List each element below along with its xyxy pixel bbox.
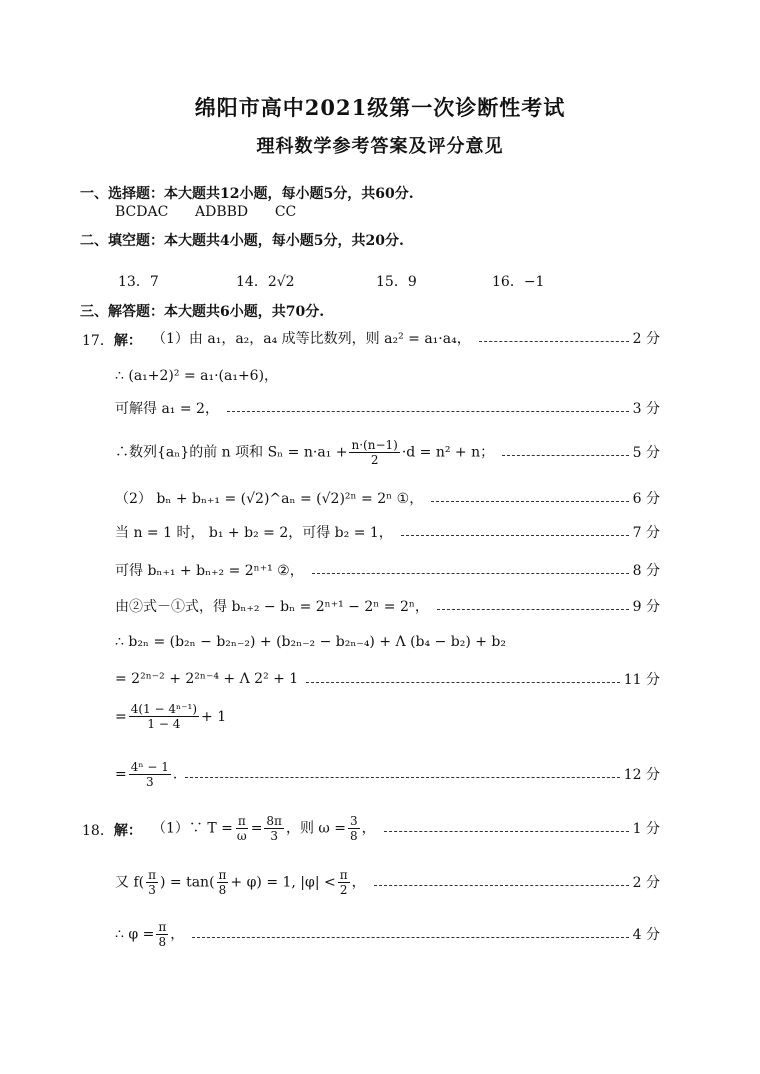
score: 2 分: [632, 331, 660, 347]
section-2-heading: 二、填空题：本大题共4小题，每小题5分，共20分.: [80, 233, 404, 249]
q18-solution-label: 解：: [113, 823, 142, 839]
score-leader: [437, 609, 629, 610]
fraction: $\frac{n\cdot(n-1)}{2}$: [351, 437, 398, 467]
score-leader: [502, 455, 629, 456]
q17-step-1: （1）由 a₁，a₂，a₄ 成等比数列，则 a₂² = a₁·a₄， 2 分: [152, 327, 660, 349]
score: 1 分: [632, 821, 660, 837]
q18-step-1: （1）∵ T = $\frac{\pi}{\omega}$ = $\frac{8\pi}{3}$ ，则 ω = $\frac{3}{8}$ ， 1 分: [152, 813, 660, 843]
score: 4 分: [632, 927, 660, 943]
score-leader: [185, 777, 619, 778]
q17-step-6: 当 n = 1 时， b₁ + b₂ = 2，可得 b₂ = 1， 7 分: [115, 521, 660, 543]
score: 5 分: [632, 445, 660, 461]
score-leader: [227, 411, 629, 412]
exam-title: 绵阳市高中2021级第一次诊断性考试: [194, 95, 566, 120]
q17-step-12: = $\frac{\text{4ⁿ − 1}}{3}$ . 12 分: [115, 759, 660, 789]
score-leader: [306, 682, 620, 683]
score-leader: [192, 937, 628, 938]
fraction: $\frac{3}{8}$: [350, 813, 358, 843]
score: 3 分: [632, 401, 660, 417]
fraction: $\frac{8\pi}{3}$: [266, 813, 282, 843]
score-leader: [401, 535, 629, 536]
section-1-heading: 一、选择题：本大题共12小题，每小题5分，共60分.: [80, 186, 414, 202]
score: 7 分: [632, 525, 660, 541]
q18-step-2: 又 f( $\frac{\pi}{3}$ ) = tan( $\frac{\pi}{8}$ + φ) = 1, |φ| < $\frac{\pi}{2}$ ， 2 分: [115, 867, 660, 897]
score: 8 分: [632, 563, 660, 579]
q17-number: 17．解：: [82, 333, 142, 349]
q18-number: 18．解：: [82, 823, 142, 839]
q17-step-3: 可解得 a₁ = 2， 3 分: [115, 397, 660, 419]
fraction: $\frac{\pi}{\omega}$: [236, 813, 247, 843]
q18-step-3: ∴ φ = $\frac{\pi}{8}$ ， 4 分: [115, 919, 660, 949]
q17-step-9: ∴ b₂ₙ = (b₂ₙ − b₂ₙ₋₂) + (b₂ₙ₋₂ − b₂ₙ₋₄) + Λ (b₄ − b₂) + b₂: [115, 634, 506, 650]
q17-step-11: = $\frac{\text{4(1 − 4ⁿ⁻¹)}}{1 - 4}$ + 1: [115, 702, 227, 731]
score: 2 分: [632, 875, 660, 891]
exam-subtitle: 理科数学参考答案及评分意见: [256, 136, 504, 157]
score: 6 分: [632, 491, 660, 507]
fraction: $\frac{\pi}{8}$: [158, 919, 167, 949]
score: 12 分: [623, 767, 660, 783]
score: 11 分: [623, 672, 660, 688]
fraction: $\frac{\text{4(1 − 4ⁿ⁻¹)}}{1 - 4}$: [130, 702, 198, 731]
fraction: $\frac{\text{4ⁿ − 1}}{3}$: [130, 759, 169, 789]
score-leader: [384, 831, 629, 832]
q17-step-4: ∴数列{aₙ}的前 n 项和 Sₙ = n·a₁ + $\frac{n\cdot(n-1)}{2}$ ·d = n² + n； 5 分: [115, 437, 660, 467]
score-leader: [312, 573, 629, 574]
fraction: $\frac{\pi}{2}$: [339, 867, 348, 897]
score: 9 分: [632, 599, 660, 615]
choice-answers: BCDAC ADBBD CC: [115, 204, 297, 220]
fill-answer-16: 16．−1: [492, 274, 545, 290]
q17-step-10: = 2²ⁿ⁻² + 2²ⁿ⁻⁴ + Λ 2² + 1 11 分: [115, 671, 660, 688]
fraction: $\frac{\pi}{8}$: [218, 867, 227, 897]
q17-step-2: ∴ (a₁+2)² = a₁·(a₁+6)，: [115, 368, 279, 384]
score-leader: [431, 501, 628, 502]
section-3-heading: 三、解答题：本大题共6小题，共70分.: [80, 304, 325, 320]
q17-step-8: 由②式－①式，得 bₙ₊₂ − bₙ = 2ⁿ⁺¹ − 2ⁿ = 2ⁿ， 9 分: [115, 595, 660, 617]
score-leader: [374, 885, 629, 886]
q17-step-7: 可得 bₙ₊₁ + bₙ₊₂ = 2ⁿ⁺¹ ②， 8 分: [115, 559, 660, 581]
fill-answer-13: 13．7: [118, 274, 159, 290]
fraction: $\frac{\pi}{3}$: [148, 867, 156, 897]
q17-solution-label: 解：: [113, 333, 142, 349]
score-leader: [479, 341, 629, 342]
q17-step-5: （2） bₙ + bₙ₊₁ = (√2)^aₙ = (√2)²ⁿ = 2ⁿ ①， 6 分: [115, 487, 660, 509]
fill-answer-14: 14．2√2: [236, 274, 295, 290]
fill-answer-15: 15．9: [376, 274, 417, 290]
